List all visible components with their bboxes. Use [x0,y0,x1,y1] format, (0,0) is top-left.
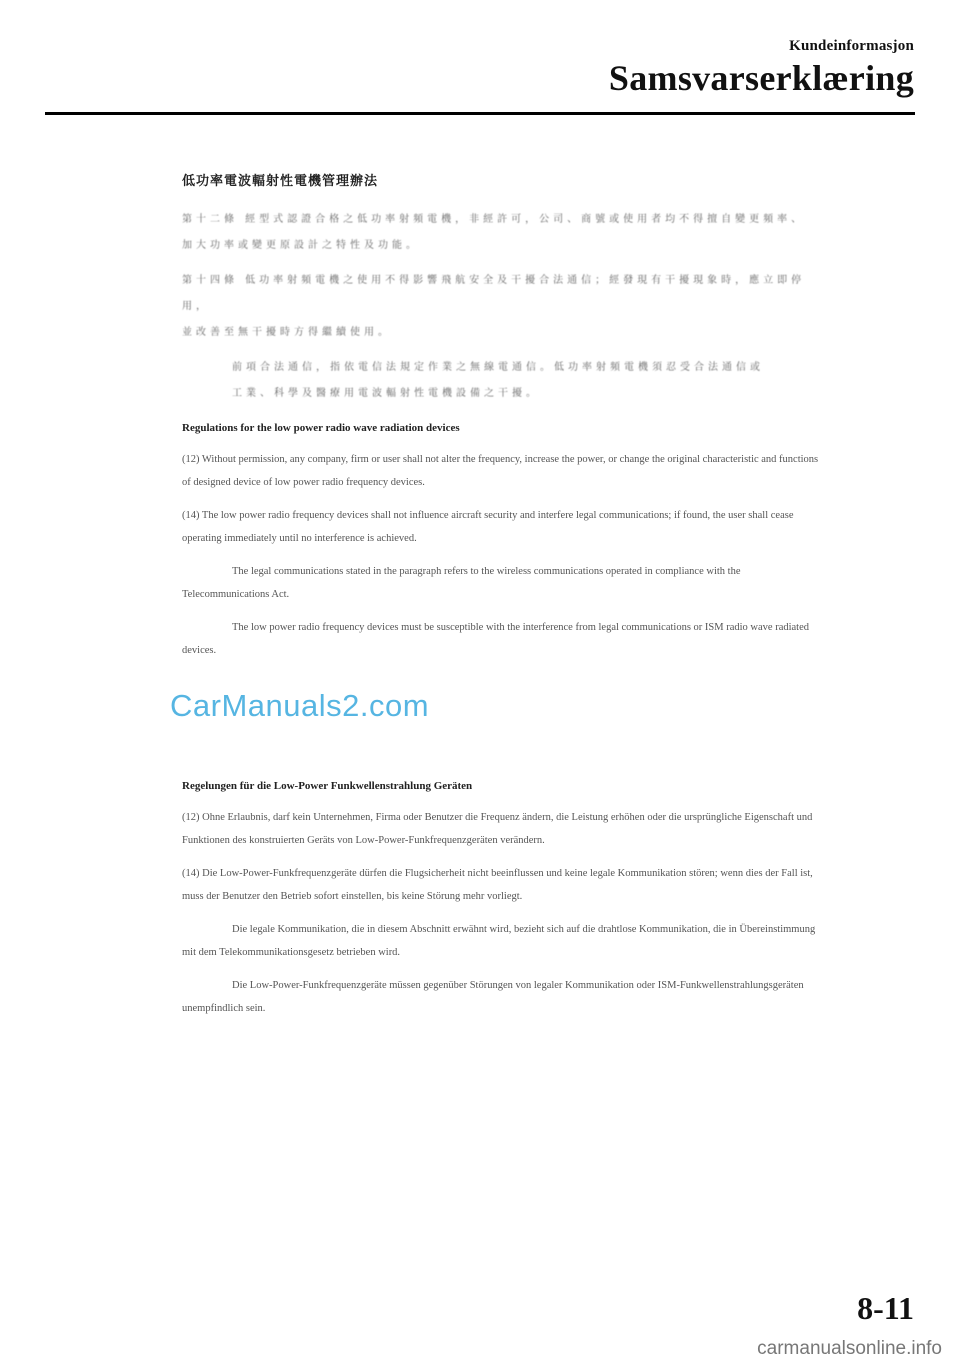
german-paragraph: Die legale Kommunikation, die in diesem Abschnitt erwähnt wird, bezieht sich auf die drahtlose Kommunikation, die in Übereinstimmung mit dem Telekommunikationsgesetz betrieben wird. [182,924,816,958]
english-regulation-block [182,422,822,672]
taiwan-line: 加大功率或變更原設計之特性及功能。 [182,240,420,251]
german-regulation-heading: Regelungen für die Low-Power Funkwellenstrahlung Geräten [182,780,473,792]
taiwan-paragraph [182,268,822,346]
taiwan-paragraph [182,355,822,407]
taiwan-line: 工業、科學及醫療用電波輻射性電機設備之干擾。 [232,388,540,399]
german-paragraph: Die Low-Power-Funkfrequenzgeräte müssen gegenüber Störungen von legaler Kommunikation oder ISM-Funkwellenstrahlungsgeräten unempfindlich sein. [182,980,804,1014]
german-paragraph: (14) Die Low-Power-Funkfrequenzgeräte dürfen die Flugsicherheit nicht beeinflussen und keine legale Kommunikation stören; wenn dies der Fall ist, muss der Benutzer den Betrieb sofort einstellen, bis keine Störung mehr vorliegt. [182,868,813,902]
german-paragraph: (12) Ohne Erlaubnis, darf kein Unternehmen, Firma oder Benutzer die Frequenz ändern, die Leistung erhöhen oder die ursprüngliche Eigenschaft und Funktionen des konstruierten Geräts von Low-Power-Funkfrequenzgeräten verändern. [182,812,813,846]
english-paragraph: The legal communications stated in the paragraph refers to the wireless communications operated in compliance with the Telecommunications Act. [182,566,741,600]
english-regulation-heading: Regulations for the low power radio wave radiation devices [182,422,460,434]
taiwan-line: 第十二條 經型式認證合格之低功率射頻電機，非經許可，公司、商號或使用者均不得擅自變更頻率、 [182,214,806,225]
watermark: CarManuals2.com [170,688,430,723]
taiwan-regulation-block [182,170,822,416]
footer-website[interactable]: carmanualsonline.info [757,1338,942,1359]
english-paragraph: (14) The low power radio frequency devices shall not influence aircraft security and interfere legal communications; if found, the user shall cease operating immediately until no interference is achieved. [182,510,794,544]
taiwan-paragraph [182,207,822,259]
page-number: 8-11 [857,1290,914,1326]
page-header [609,38,914,99]
german-regulation-block [182,780,822,1030]
taiwan-line: 並改善至無干擾時方得繼續使用。 [182,327,392,338]
english-paragraph: (12) Without permission, any company, firm or user shall not alter the frequency, increase the power, or change the original characteristic and functions of designed device of low power radio frequency devices. [182,454,819,488]
english-paragraph: The low power radio frequency devices must be susceptible with the interference from legal communications or ISM radio wave radiated devices. [182,622,810,656]
section-label: Kundeinformasjon [789,38,914,54]
chapter-title: Samsvarserklæring [608,58,914,98]
header-divider [45,112,915,115]
taiwan-regulation-title: 低功率電波輻射性電機管理辦法 [182,174,379,189]
taiwan-line: 第十四條 低功率射頻電機之使用不得影響飛航安全及干擾合法通信；經發現有干擾現象時，應立即停用， [182,275,806,312]
taiwan-line: 前項合法通信，指依電信法規定作業之無線電通信。低功率射頻電機須忍受合法通信或 [232,362,764,373]
